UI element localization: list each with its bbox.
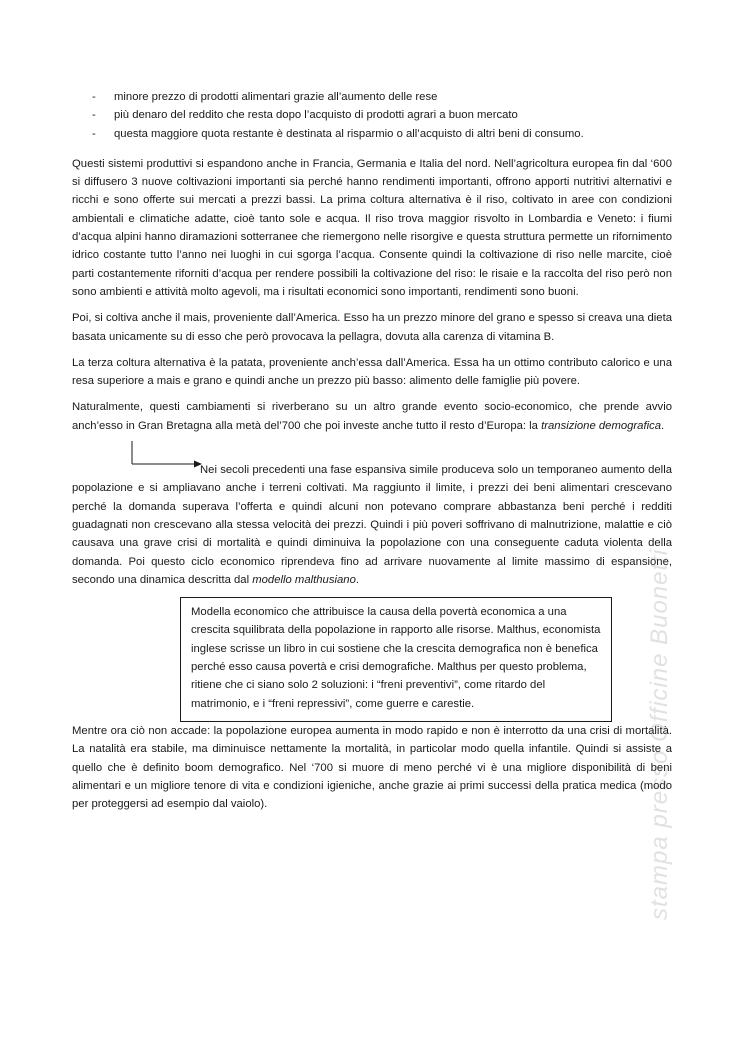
watermark [628, 520, 673, 920]
list-item: - più denaro del reddito che resta dopo l’acquisto di prodotti agrari a buon mercato [72, 106, 672, 124]
paragraph-boom-demografico: Mentre ora ciò non accade: la popolazione europea aumenta in modo rapido e non è interrotto da una crisi di mortalità. La natalità era stabile, ma diminuisce nettamente la mortalità, in particolar modo quella infantile. Quindi si assiste a quello che è definito boom demografico. Nel ‘700 si muore di meno perché vi è una migliore disponibilità di beni alimentari e un migliore tenore di vita e condizioni igieniche, anche grazie ai primi successi della pratica medica (modo per proteggersi ad esempio dal vaiolo). [72, 724, 672, 811]
list-item: - minore prezzo di prodotti alimentari grazie all’aumento delle rese [72, 88, 672, 106]
arrow-right-icon [130, 441, 204, 471]
bullet-dash: - [92, 91, 96, 103]
bullet-list [72, 88, 672, 143]
malthus-note-box [180, 597, 612, 722]
paragraph-crops: Questi sistemi produttivi si espandono anche in Francia, Germania e Italia del nord. Nell’agricoltura europea fin dal ‘600 si diffusero 3 nuove coltivazioni importanti sia perché hanno rendimenti importanti, offrono apporti nutritivi alternativi e ricchi e sono offerte sui mercati a prezzi bassi. La prima coltura alternativa è il riso, coltivato in aree con condizioni ambientali e climatiche adatte, cioè tanto sole e acqua. Il riso trova maggior risvolto in Lombardia e Veneto: i fiumi d’acqua alpini hanno diramazioni sotterranee che riemergono nelle risorgive e questa struttura permette un rifornimento idrico costante tutto l’anno nei luoghi in cui sgorga l’acqua. Consente quindi la coltivazione di riso nelle marcite, cioè parti costantemente riforniti d’acqua per rendere possibili la coltivazione del riso: le risaie e la raccolta del riso però non sono ambienti e attività molto agevoli, ma i risultati economici sono importanti, rendimenti sono buoni. [72, 157, 672, 298]
term-modello-malthusiano: modello malthusiano [252, 573, 356, 586]
document-page [72, 88, 672, 821]
arrow-paragraph-block [72, 461, 672, 589]
paragraph-malthus-cycle: Nei secoli precedenti una fase espansiva simile produceva solo un temporaneo aumento della popolazione e si ampliavano anche i terreni coltivati. Ma raggiunto il limite, i prezzi dei beni alimentari crescevano perché la domanda superava l’offerta e quindi alcuni non potevano comprare abbastanza beni perché i redditi guadagnati non crescevano alla stessa velocità dei prezzi. Quindi i più poveri soffrivano di malnutrizione, malattie e ciò causava una grave crisi di mortalità e quindi diminuiva la popolazione con una conseguente caduta violenta della domanda. Poi questo ciclo economico riprendeva fino ad arrivare nuovamente al limite massimo di espansione, secondo una dinamica descritta dal modello malthusiano. [72, 464, 672, 586]
paragraph-transition: Naturalmente, questi cambiamenti si riverberano su un altro grande evento socio-economico, che prende avvio anch’esso in Gran Bretagna alla metà del’700 che poi investe anche tutto il resto d’Europa: la transizione demografica. [72, 401, 672, 432]
paragraph-mais: Poi, si coltiva anche il mais, proveniente dall’America. Esso ha un prezzo minore del grano e spesso si creava una dieta basata unicamente su di esso che però provocava la pellagra, dovuta alla carenza di vitamina B. [72, 312, 672, 343]
paragraph-patata: La terza coltura alternativa è la patata, proveniente anch’essa dall’America. Essa ha un ottimo contributo calorico e una resa superiore a mais e grano e quindi anche un prezzo più basso: alimento delle famiglie più povere. [72, 356, 672, 388]
term-transizione-demografica: transizione demografica [541, 419, 662, 432]
watermark-text: stampa presso Officine Buonetti [646, 548, 673, 920]
bullet-dash: - [92, 127, 96, 140]
list-item: - questa maggiore quota restante è destinata al risparmio o all’acquisto di altri beni di consumo. [72, 125, 672, 143]
bullet-dash: - [92, 109, 96, 122]
note-text: Modella economico che attribuisce la causa della povertà economica a una crescita squilibrata della popolazione in rapporto alle risorse. Malthus, economista inglese scrisse un libro in cui sostiene che la crescita demografica non è benefica perché esso causa povertà e crisi demografiche. Malthus per questo problema, ritiene che ci siano solo 2 soluzioni: i “freni preventivi”, come ritardo del matrimonio, e i “freni repressivi”, come guerre e carestie. [191, 606, 601, 710]
